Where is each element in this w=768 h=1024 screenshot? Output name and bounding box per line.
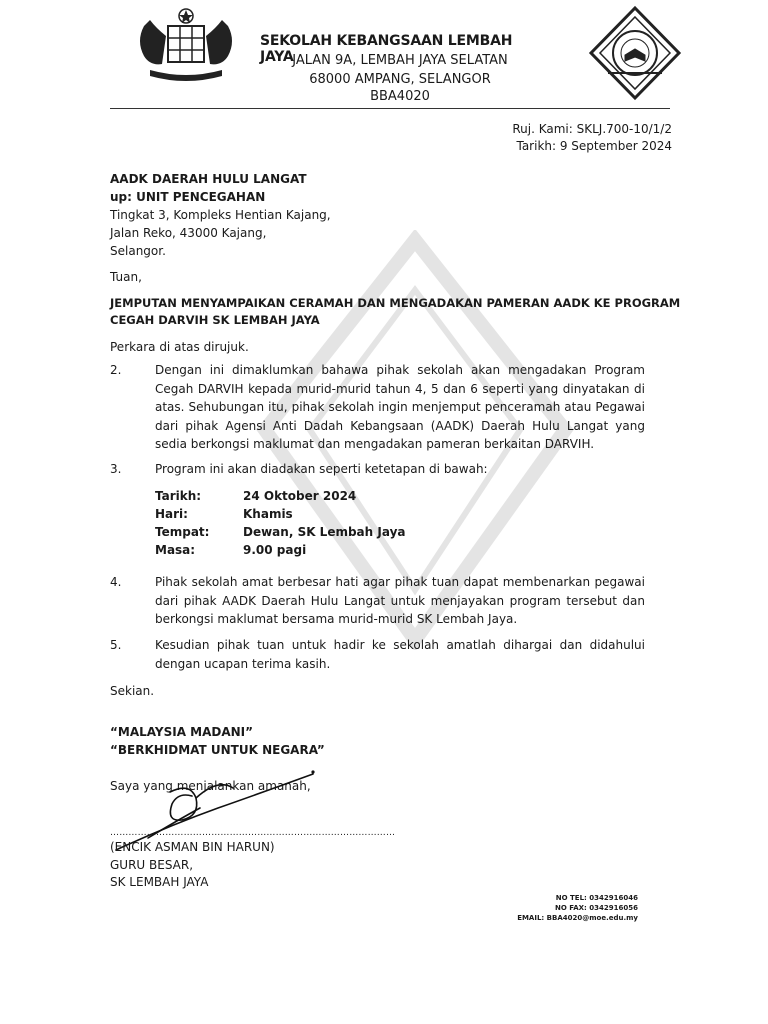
signatory-name: (ENCIK ASMAN BIN HARUN) [110,840,275,854]
school-logo-icon [588,5,682,101]
header-divider [110,108,670,109]
subject-line2: CEGAH DARVIH SK LEMBAH JAYA [110,313,320,327]
signatory-title: GURU BESAR, [110,858,194,872]
school-address-line1: JALAN 9A, LEMBAH JAYA SELATAN [292,53,508,68]
paragraph-number: 4. [110,575,122,589]
recipient-line2: up: UNIT PENCEGAHAN [110,190,266,204]
detail-value: 24 Oktober 2024 [243,489,357,503]
detail-value: Dewan, SK Lembah Jaya [243,525,406,539]
recipient-line1: AADK DAERAH HULU LANGAT [110,172,307,186]
salutation: Tuan, [110,270,142,284]
paragraph-number: 3. [110,462,122,476]
school-name: SEKOLAH KEBANGSAAN LEMBAH JAYA [260,33,513,65]
signoff-text: Saya yang menjalankan amanah, [110,779,311,793]
detail-label: Tempat: [155,525,210,539]
paragraph-text: Dengan ini dimaklumkan bahawa pihak sekolah akan mengadakan Program Cegah DARVIH kepada murid-murid tahun 4, 5 dan 6 seperti yang dinyatakan di atas. Sehubungan itu, pihak sekolah ingin menjemput penceramah atau Pegawai dari pihak Agensi Anti Dadah Kebangsaan (AADK) Daerah Hulu Langat yang sedia berkongsi maklumat dan mengadakan pameran berkaitan DARVIH. [155,363,645,451]
detail-label: Tarikh: [155,489,202,503]
recipient-line5: Selangor. [110,244,166,258]
subject-line1: JEMPUTAN MENYAMPAIKAN CERAMAH DAN MENGADAKAN PAMERAN AADK KE PROGRAM [110,296,681,310]
paragraph-number: 2. [110,363,122,377]
paragraph-text: Pihak sekolah amat berbesar hati agar pihak tuan dapat membenarkan pegawai dari pihak AADK Daerah Hulu Langat untuk menjayakan program tersebut dan berkongsi maklumat bersama murid-murid SK Lembah Jaya. [155,575,645,626]
motto-madani: “MALAYSIA MADANI” [110,725,254,739]
letter-date: Tarikh: 9 September 2024 [516,139,672,153]
contact-tel: NO TEL: 0342916046 [555,894,638,902]
signatory-school: SK LEMBAH JAYA [110,875,209,889]
recipient-line3: Tingkat 3, Kompleks Hentian Kajang, [110,208,331,222]
recipient-line4: Jalan Reko, 43000 Kajang, [110,226,267,240]
school-code: BBA4020 [370,89,430,104]
paragraph-text: Kesudian pihak tuan untuk hadir ke sekolah amatlah dihargai dan didahului dengan ucapan terima kasih. [155,638,645,671]
intro-text: Perkara di atas dirujuk. [110,340,249,354]
paragraph-text: Program ini akan diadakan seperti ketetapan di bawah: [155,462,488,476]
motto-berkhidmat: “BERKHIDMAT UNTUK NEGARA” [110,743,325,757]
paragraph-number: 5. [110,638,122,652]
signature-line: ………………………………………………………………………………… [110,828,396,838]
detail-value: Khamis [243,507,293,521]
reference-number: Ruj. Kami: SKLJ.700-10/1/2 [512,122,672,136]
detail-value: 9.00 pagi [243,543,307,557]
school-address-line2: 68000 AMPANG, SELANGOR [309,72,491,87]
detail-label: Hari: [155,507,188,521]
detail-label: Masa: [155,543,196,557]
contact-fax: NO FAX: 0342916056 [555,904,638,912]
closing-text: Sekian. [110,684,155,698]
contact-email: EMAIL: BBA4020@moe.edu.my [517,914,638,922]
